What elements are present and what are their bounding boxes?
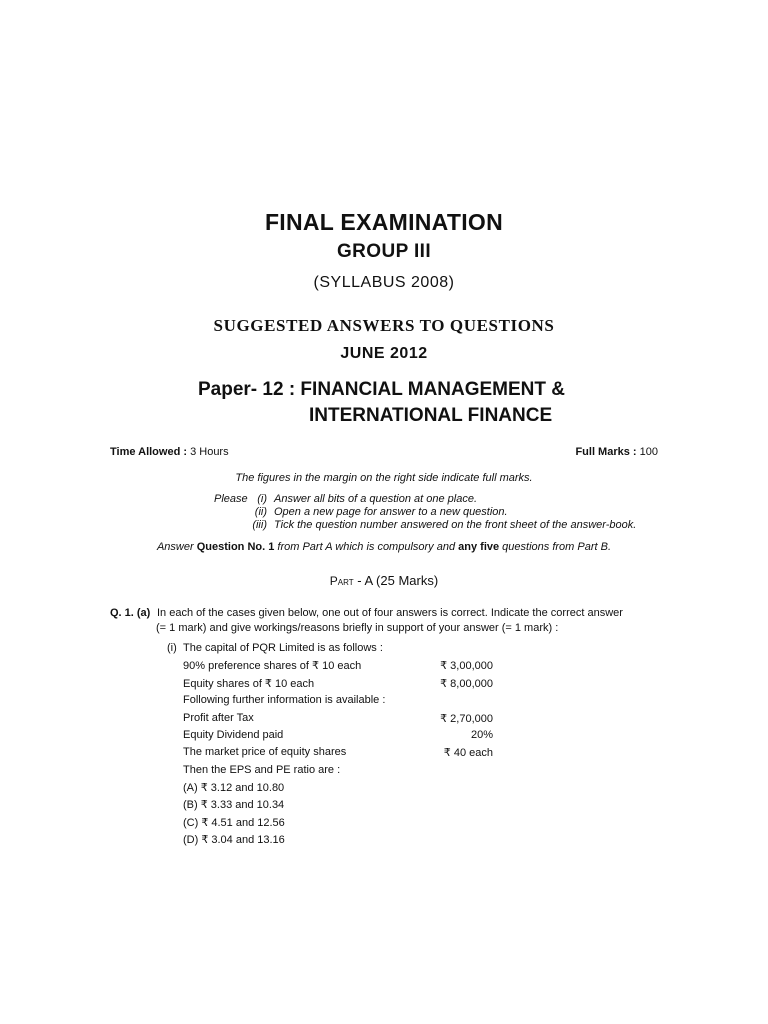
- data-row-value: ₹ 40 each: [443, 747, 493, 759]
- answer-option: (C) ₹ 4.51 and 12.56: [183, 817, 285, 829]
- data-row-label: Profit after Tax: [183, 712, 254, 724]
- answer-instruction-text: from Part A which is compulsory and: [274, 541, 459, 553]
- part-heading: [0, 573, 768, 588]
- part-label-rest: - A (25 Marks): [353, 573, 439, 588]
- instruction-text: Tick the question number answered on the front sheet of the answer-book.: [274, 519, 637, 531]
- paper-title-line1: Paper- 12 : FINANCIAL MANAGEMENT &: [198, 379, 566, 400]
- sub-question-number: (i): [167, 642, 177, 654]
- exam-session: JUNE 2012: [340, 345, 428, 362]
- data-row-label: Equity shares of ₹ 10 each: [183, 678, 315, 690]
- data-row-value: ₹ 8,00,000: [440, 678, 493, 690]
- answer-instruction: [0, 541, 768, 553]
- answer-option: (A) ₹ 3.12 and 10.80: [183, 782, 285, 794]
- full-marks: [575, 446, 658, 458]
- question-text-line2: (= 1 mark) and give workings/reasons briefly in support of your answer (= 1 mark) :: [156, 622, 559, 634]
- answer-option: (B) ₹ 3.33 and 10.34: [183, 799, 285, 811]
- answer-instruction-text: questions from Part B.: [499, 541, 612, 553]
- sub-question-intro: The capital of PQR Limited is as follows :: [183, 642, 383, 654]
- data-row-value: ₹ 2,70,000: [440, 713, 493, 725]
- data-row-value: 20%: [470, 729, 493, 741]
- time-allowed-value: 3 Hours: [190, 446, 229, 458]
- data-row-label: 90% preference shares of ₹ 10 each: [183, 660, 362, 672]
- question-number: Q. 1. (a): [110, 607, 151, 619]
- exam-syllabus: (SYLLABUS 2008): [313, 274, 455, 291]
- question-text-line1: In each of the cases given below, one out of four answers is correct. Indicate the correct answer: [157, 607, 623, 619]
- answer-instruction-bold: Question No. 1: [196, 541, 275, 553]
- instruction-text: Answer all bits of a question at one place.: [274, 493, 478, 505]
- time-allowed-label: Time Allowed :: [110, 446, 188, 458]
- data-row-label: Following further information is available :: [183, 694, 386, 706]
- data-row-label: Then the EPS and PE ratio are :: [183, 764, 341, 776]
- instruction-roman: (i): [257, 493, 267, 505]
- full-marks-label: Full Marks :: [575, 446, 637, 458]
- instruction-text: Open a new page for answer to a new question.: [274, 506, 508, 518]
- time-allowed: [110, 446, 229, 458]
- data-row-label: Equity Dividend paid: [183, 729, 284, 741]
- instruction-roman: (ii): [254, 506, 267, 518]
- please-label: Please: [214, 493, 248, 505]
- answer-instruction-text: Answer: [156, 541, 197, 553]
- full-marks-value: 100: [639, 446, 658, 458]
- data-row-label: The market price of equity shares: [183, 746, 347, 758]
- part-label: Part: [329, 574, 354, 588]
- paper-title-line2: INTERNATIONAL FINANCE: [309, 405, 553, 426]
- exam-group: GROUP III: [336, 241, 432, 262]
- figures-note: The figures in the margin on the right side indicate full marks.: [235, 472, 533, 484]
- instruction-roman: (iii): [252, 519, 267, 531]
- data-row-value: ₹ 3,00,000: [440, 660, 493, 672]
- answer-instruction-bold: any five: [458, 541, 500, 553]
- suggested-answers-heading: SUGGESTED ANSWERS TO QUESTIONS: [213, 316, 555, 335]
- exam-title: FINAL EXAMINATION: [264, 209, 504, 235]
- answer-option: (D) ₹ 3.04 and 13.16: [183, 834, 285, 846]
